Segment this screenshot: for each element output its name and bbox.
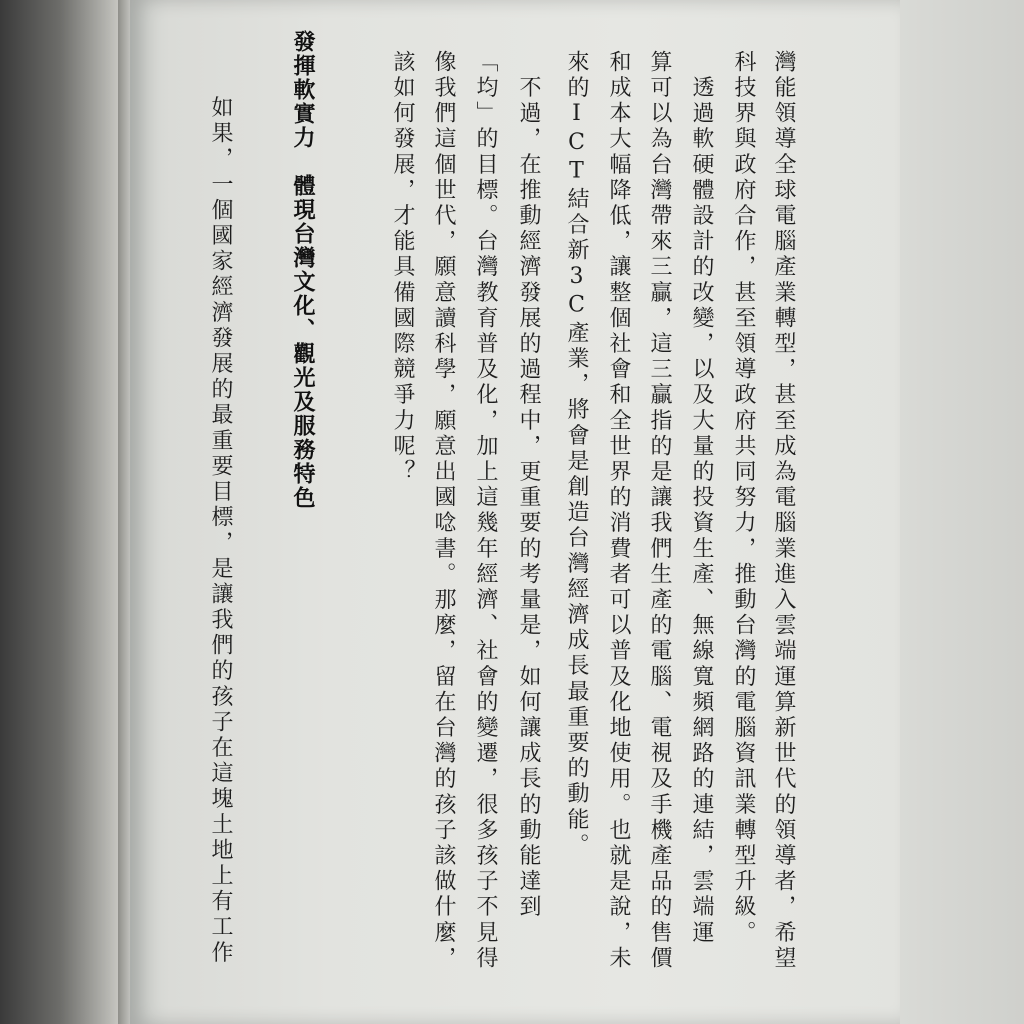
body-column-7: 不過，在推動經濟發展的過程中，更重要的考量是，如何讓成長的動能達到 bbox=[516, 50, 541, 921]
body-column-2: 科技界與政府合作，甚至領導政府共同努力，推動台灣的電腦資訊業轉型升級。 bbox=[731, 50, 756, 946]
body-column-3: 透過軟硬體設計的改變，以及大量的投資生產、無線寬頻網路的連結，雲端運 bbox=[689, 50, 714, 946]
body-column-11: 如果，一個國家經濟發展的最重要目標，是讓我們的孩子在這塊土地上有工作 bbox=[208, 70, 233, 966]
body-column-8: 「均」的目標。台灣教育普及化，加上這幾年經濟、社會的變遷，很多孩子不見得 bbox=[473, 50, 498, 972]
body-column-6: 來的ICT結合新3C產業，將會是創造台灣經濟成長最重要的動能。 bbox=[564, 50, 589, 859]
body-column-5: 和成本大幅降低，讓整個社會和全世界的消費者可以普及化地使用。也就是說，未 bbox=[606, 50, 631, 972]
body-column-4: 算可以為台灣帶來三贏，這三贏指的是讓我們生產的電腦、電視及手機產品的售價 bbox=[647, 50, 672, 972]
page-margin bbox=[900, 0, 1024, 1024]
body-column-1: 灣能領導全球電腦產業轉型，甚至成為電腦業進入雲端運算新世代的領導者，希望 bbox=[771, 50, 796, 972]
body-column-10: 該如何發展，才能具備國際競爭力呢？ bbox=[390, 50, 415, 486]
body-column-9: 像我們這個世代，願意讀科學，願意出國唸書。那麼，留在台灣的孩子該做什麼， bbox=[431, 50, 456, 972]
section-heading: 發揮軟實力 體現台灣文化、觀光及服務特色 bbox=[290, 30, 315, 510]
